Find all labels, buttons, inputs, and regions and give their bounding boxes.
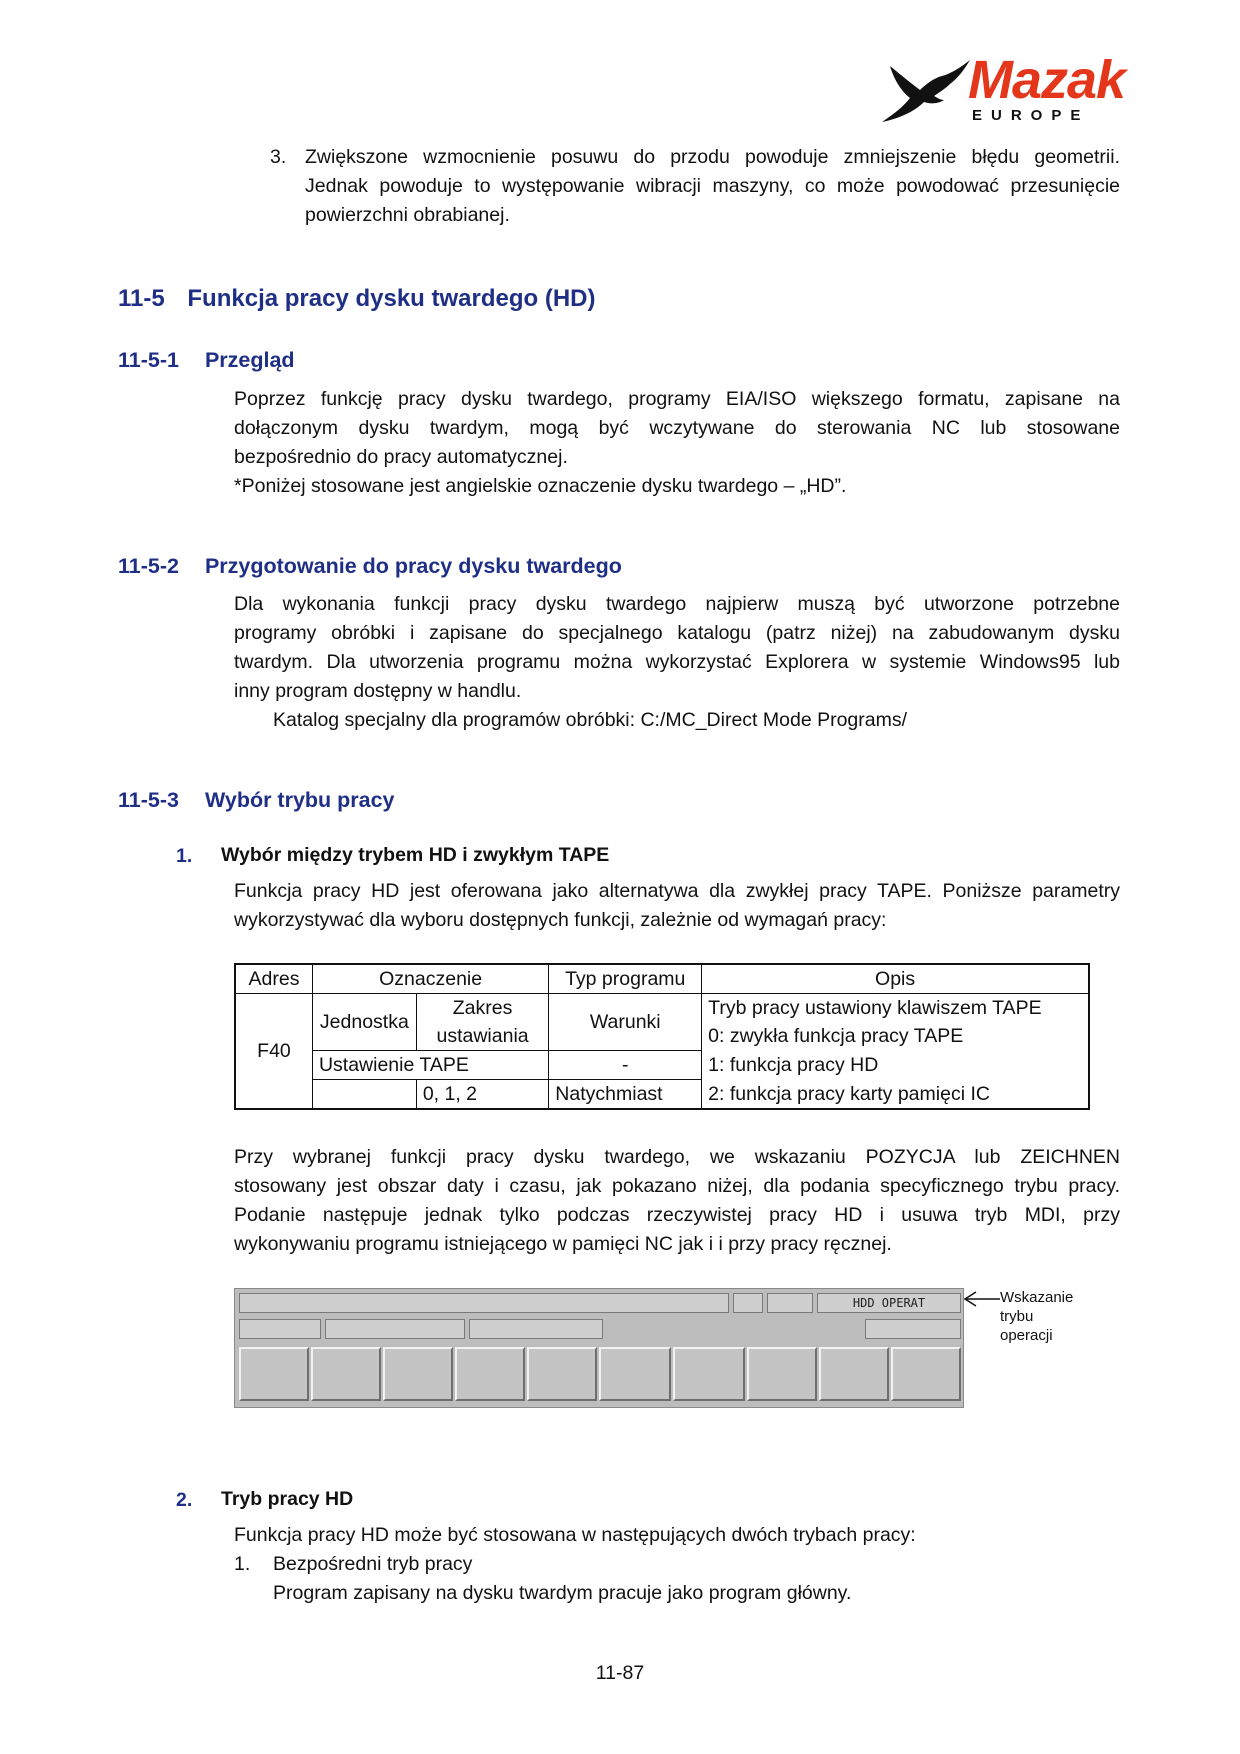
cell-natychmiast: Natychmiast	[549, 1080, 702, 1110]
function-key-9[interactable]	[819, 1347, 889, 1401]
cell-warunki: Warunki	[549, 994, 702, 1051]
mode-indicator	[817, 1293, 961, 1313]
catalog-path: Katalog specjalny dla programów obróbki: C:/MC_Direct Mode Programs/	[273, 709, 908, 731]
info-field-2	[325, 1319, 465, 1339]
item-2-title: Tryb pracy HD	[221, 1488, 354, 1510]
intro-line-3: powierzchni obrabianej.	[305, 204, 510, 226]
function-key-3[interactable]	[383, 1347, 453, 1401]
function-key-8[interactable]	[747, 1347, 817, 1401]
logo-subtitle: EUROPE	[972, 107, 1090, 124]
item-1-line-2: wykorzystywać dla wyboru dostępnych funkcji, zależnie od wymagań pracy:	[234, 909, 887, 931]
item-2-paragraph	[234, 1521, 1120, 1608]
item-2-line-1: Funkcja pracy HD może być stosowana w następujących dwóch trybach pracy:	[234, 1524, 916, 1546]
overview-paragraph	[234, 385, 1120, 501]
cell-ustawienie: Ustawienie TAPE	[312, 1051, 548, 1080]
mazak-logo	[880, 52, 1130, 127]
cell-opis-2: 0: zwykła funkcja pracy TAPE	[702, 1022, 1089, 1051]
parameter-table	[234, 963, 1090, 1110]
info-field-3	[469, 1319, 603, 1339]
info-field-4	[865, 1319, 961, 1339]
mode-line-1: Przy wybranej funkcji pracy dysku twardego, we wskazaniu POZYCJA lub ZEICHNEN	[234, 1146, 1120, 1168]
zakres-line-1: Zakres	[452, 997, 513, 1019]
cell-opis-3: 1: funkcja pracy HD	[702, 1051, 1089, 1080]
cell-dash: -	[549, 1051, 702, 1080]
intro-item-text	[305, 143, 1120, 230]
section-title: Przygotowanie do pracy dysku twardego	[204, 554, 622, 578]
intro-item-number: 3.	[270, 146, 287, 168]
header-typ-programu: Typ programu	[549, 964, 702, 994]
cell-zakres	[416, 994, 548, 1023]
overview-line-3: bezpośrednio do pracy automatycznej.	[234, 446, 568, 468]
status-bar-main	[239, 1293, 729, 1313]
section-title: Przegląd	[204, 348, 295, 372]
callout-arrow-icon	[962, 1290, 1002, 1308]
table-header-row	[235, 964, 1089, 994]
cell-opis-4: 2: funkcja pracy karty pamięci IC	[702, 1080, 1089, 1110]
item-1-number: 1.	[176, 845, 193, 867]
callout-line-3: operacji	[1000, 1327, 1053, 1344]
prep-line-2: programy obróbki i zapisane do specjalnego katalogu (patrz niżej) na zabudowanym dysku	[234, 622, 1120, 644]
function-key-6[interactable]	[599, 1347, 671, 1401]
page-number: 11-87	[595, 1662, 645, 1684]
header-adres: Adres	[235, 964, 312, 994]
prep-line-3: twardym. Dla utworzenia programu można wykorzystać Explorera w systemie Windows95 lub	[234, 651, 1120, 673]
section-number: 11-5-1	[118, 348, 179, 372]
mode-label: HDD OPERAT	[852, 1296, 926, 1310]
section-heading-11-5-3	[118, 785, 395, 815]
cell-opis-1: Tryb pracy ustawiony klawiszem TAPE	[702, 994, 1089, 1023]
section-number: 11-5-3	[118, 788, 179, 812]
overview-line-1: Poprzez funkcję pracy dysku twardego, programy EIA/ISO większego formatu, zapisane na	[234, 388, 1120, 410]
table-row	[235, 994, 1089, 1023]
status-bar-slot-1	[733, 1293, 763, 1313]
item-1-title: Wybór między trybem HD i zwykłym TAPE	[221, 844, 610, 866]
logo-wordmark: Mazak	[968, 50, 1126, 110]
function-key-1[interactable]	[239, 1347, 309, 1401]
mode-line-3: Podanie następuje jednak tylko podczas rzeczywistej pracy HD i usuwa tryb MDI, przy	[234, 1204, 1120, 1226]
overview-note: *Poniżej stosowane jest angielskie oznaczenie dysku twardego – „HD”.	[234, 475, 847, 497]
function-key-2[interactable]	[311, 1347, 381, 1401]
sub-item-title: Bezpośredni tryb pracy	[273, 1553, 473, 1575]
bird-icon	[880, 56, 975, 126]
intro-line-1: Zwiększone wzmocnienie posuwu do przodu powoduje zmniejszenie błędu geometrii.	[305, 146, 1120, 168]
header-oznaczenie: Oznaczenie	[312, 964, 548, 994]
cell-zakres-2: ustawiania	[416, 1022, 548, 1051]
cell-jednostka: Jednostka	[312, 994, 416, 1051]
table-row	[235, 1051, 1089, 1080]
prep-line-1: Dla wykonania funkcji pracy dysku twardego najpierw muszą być utworzone potrzebne	[234, 593, 1120, 615]
header-opis: Opis	[702, 964, 1089, 994]
callout-line-2: trybu	[1000, 1308, 1034, 1325]
prep-line-4: inny program dostępny w handlu.	[234, 680, 522, 702]
preparation-paragraph	[234, 590, 1120, 735]
section-heading-11-5-2	[118, 551, 622, 581]
section-title: Funkcja pracy dysku twardego (HD)	[187, 285, 596, 312]
table-row	[235, 1080, 1089, 1110]
function-key-10[interactable]	[891, 1347, 961, 1401]
item-2-number: 2.	[176, 1489, 193, 1511]
mode-line-2: stosowany jest obszar daty i czasu, jak pokazano niżej, dla podania specyficznego trybu pracy.	[234, 1175, 1120, 1197]
section-number: 11-5	[118, 285, 165, 312]
section-heading-11-5	[118, 283, 595, 315]
function-key-4[interactable]	[455, 1347, 525, 1401]
section-number: 11-5-2	[118, 554, 179, 578]
callout-line-1: Wskazanie	[1000, 1289, 1074, 1306]
intro-line-2: Jednak powoduje to występowanie wibracji maszyny, co może powodować przesunięcie	[305, 175, 1120, 197]
section-heading-11-5-1	[118, 345, 295, 375]
cell-range: 0, 1, 2	[416, 1080, 548, 1110]
overview-line-2: dołączonym dysku twardym, mogą być wczytywane do sterowania NC lub stosowane	[234, 417, 1120, 439]
callout-label	[1000, 1288, 1073, 1345]
item-1-line-1: Funkcja pracy HD jest oferowana jako alternatywa dla zwykłej pracy TAPE. Poniższe parametry	[234, 880, 1120, 902]
sub-item-description: Program zapisany na dysku twardym pracuje jako program główny.	[273, 1582, 852, 1604]
nc-screen-mockup	[234, 1288, 964, 1408]
function-key-5[interactable]	[527, 1347, 597, 1401]
info-field-1	[239, 1319, 321, 1339]
sub-item-1	[234, 1550, 1120, 1579]
cell-empty	[312, 1080, 416, 1110]
status-bar-slot-2	[767, 1293, 813, 1313]
item-1-paragraph	[234, 877, 1120, 935]
cell-adres: F40	[235, 994, 312, 1110]
mode-line-4: wykonywaniu programu istniejącego w pamięci NC jak i i przy pracy ręcznej.	[234, 1233, 892, 1255]
mode-display-paragraph	[234, 1143, 1120, 1259]
function-key-7[interactable]	[673, 1347, 745, 1401]
section-title: Wybór trybu pracy	[204, 788, 395, 812]
sub-item-number: 1.	[234, 1553, 251, 1575]
